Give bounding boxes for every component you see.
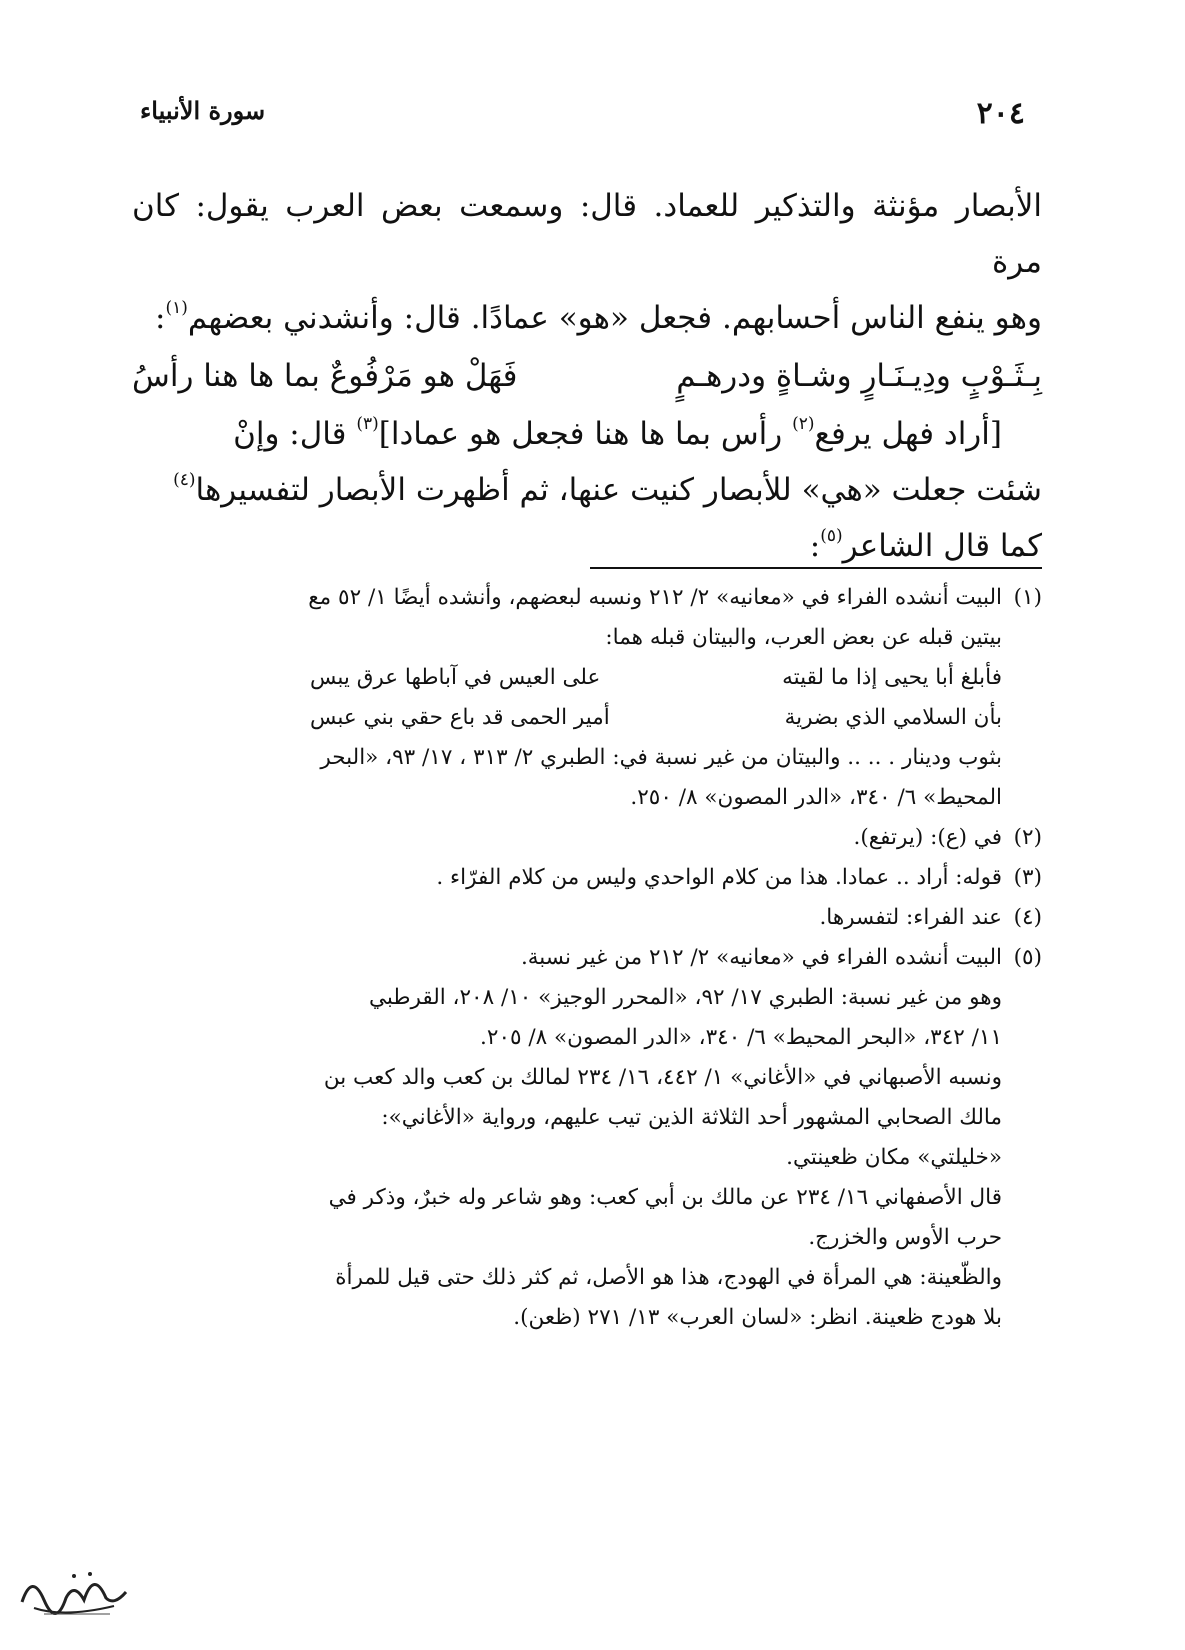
footnote-line: مالك الصحابي المشهور أحد الثلاثة الذين تيب عليهم، ورواية «الأغاني»:: [381, 1105, 1002, 1130]
footnote-3: [130, 858, 1042, 898]
main-line: الأبصار مؤنثة والتذكير للعماد. قال: وسمعت بعض العرب يقول: كان مرة: [132, 188, 1042, 280]
verse-second-hemistich: أمير الحمى قد باع حقي بني عبس: [310, 705, 610, 730]
main-line: [أراد فهل يرفع$^{(٢)}$ رأس بما ها هنا فجعل هو عمادا]$^{(٣)}$ قال: وإنْ: [233, 413, 1002, 452]
footnote-number: (١): [1013, 585, 1042, 610]
footnote-number: (٣): [1013, 865, 1042, 890]
calligraphy-logo-icon: [14, 1562, 134, 1624]
footnote-line: ونسبه الأصبهاني في «الأغاني» ١/ ٤٤٢، ١٦/ ٢٣٤ لمالك بن كعب والد كعب بن: [323, 1065, 1002, 1090]
verse-first-hemistich: فأبلغ أبا يحيى إذا ما لقيته: [782, 665, 1002, 690]
footnote-ref[interactable]: (١): [165, 297, 188, 318]
verse-second-hemistich: على العيس في آباطها عرق يبس: [310, 665, 601, 690]
page-header: [140, 96, 1025, 140]
page-number: ٢٠٤: [976, 96, 1025, 131]
footnote-ref[interactable]: (٢): [792, 413, 815, 434]
main-line: شئت جعلت «هي» للأبصار كنيت عنها، ثم أظهرت الأبصار لتفسيرها$^{(٤)}$: [173, 469, 1042, 508]
verse-first-hemistich: بِـثَـوْبٍ ودِيـنَـارٍ وشـاةٍ ودرهـمٍ: [676, 358, 1042, 394]
footnote-divider: [590, 567, 1042, 569]
footnote-ref[interactable]: (٥): [820, 525, 843, 546]
footnote-line: البيت أنشده الفراء في «معانيه» ٢/ ٢١٢ من غير نسبة.: [520, 945, 1002, 970]
footnote-line: بيتين قبله عن بعض العرب، والبيتان قبله هما:: [605, 625, 1002, 650]
footnote-line: في (ع): (يرتفع).: [853, 825, 1002, 850]
main-line: كما قال الشاعر$^{(٥)}$:: [809, 525, 1042, 564]
footnotes: [130, 578, 1042, 1338]
footnote-1: [130, 578, 1042, 818]
running-title: سورة الأنبياء: [140, 96, 266, 125]
footnote-verse: [130, 698, 1002, 738]
main-line: وهو ينفع الناس أحسابهم. فجعل «هو» عمادًا. قال: وأنشدني بعضهم$^{(١)}$:: [155, 297, 1042, 336]
footnote-verse: [130, 658, 1002, 698]
main-text: [132, 178, 1042, 574]
footnote-line: قوله: أراد .. عمادا. هذا من كلام الواحدي وليس من كلام الفرّاء .: [436, 865, 1002, 890]
footnote-line: البيت أنشده الفراء في «معانيه» ٢/ ٢١٢ ونسبه لبعضهم، وأنشده أيضًا ١/ ٥٢ مع: [308, 585, 1002, 610]
footnote-line: ١١/ ٣٤٢، «البحر المحيط» ٦/ ٣٤٠، «الدر المصون» ٨/ ٢٠٥.: [480, 1025, 1002, 1050]
footnote-number: (٤): [1013, 905, 1042, 930]
footnote-number: (٥): [1013, 945, 1042, 970]
footnote-ref[interactable]: (٣): [356, 413, 379, 434]
verse-first-hemistich: بأن السلامي الذي بضرية: [784, 705, 1002, 730]
footnote-5: [130, 938, 1042, 978]
poetry-verse: [132, 346, 1042, 406]
verse-second-hemistich: فَهَلْ هو مَرْفُوعٌ بما ها هنا رأسُ: [132, 358, 518, 394]
footnote-ref[interactable]: (٤): [173, 469, 196, 490]
watermark-logo: [14, 1562, 134, 1624]
footnote-line: «خليلتي» مكان ظعينتي.: [786, 1145, 1002, 1170]
footnote-line: المحيط» ٦/ ٣٤٠، «الدر المصون» ٨/ ٢٥٠.: [630, 785, 1002, 810]
footnote-line: حرب الأوس والخزرج.: [808, 1225, 1002, 1250]
footnote-number: (٢): [1013, 825, 1042, 850]
footnote-line: بثوب ودينار . .. .. والبيتان من غير نسبة في: الطبري ٢/ ٣١٣ ، ١٧/ ٩٣، «البحر: [320, 745, 1002, 770]
footnote-line: قال الأصفهاني ١٦/ ٢٣٤ عن مالك بن أبي كعب: وهو شاعر وله خبرٌ، وذكر في: [328, 1185, 1002, 1210]
footnote-2: [130, 818, 1042, 858]
footnote-line: والظّعينة: هي المرأة في الهودج، هذا هو الأصل، ثم كثر ذلك حتى قيل للمرأة: [335, 1265, 1002, 1290]
footnote-line: عند الفراء: لتفسرها.: [819, 905, 1002, 930]
footnote-4: [130, 898, 1042, 938]
footnote-line: بلا هودج ظعينة. انظر: «لسان العرب» ١٣/ ٢٧١ (ظعن).: [513, 1305, 1002, 1330]
footnote-line: وهو من غير نسبة: الطبري ١٧/ ٩٢، «المحرر الوجيز» ١٠/ ٢٠٨، القرطبي: [368, 985, 1002, 1010]
